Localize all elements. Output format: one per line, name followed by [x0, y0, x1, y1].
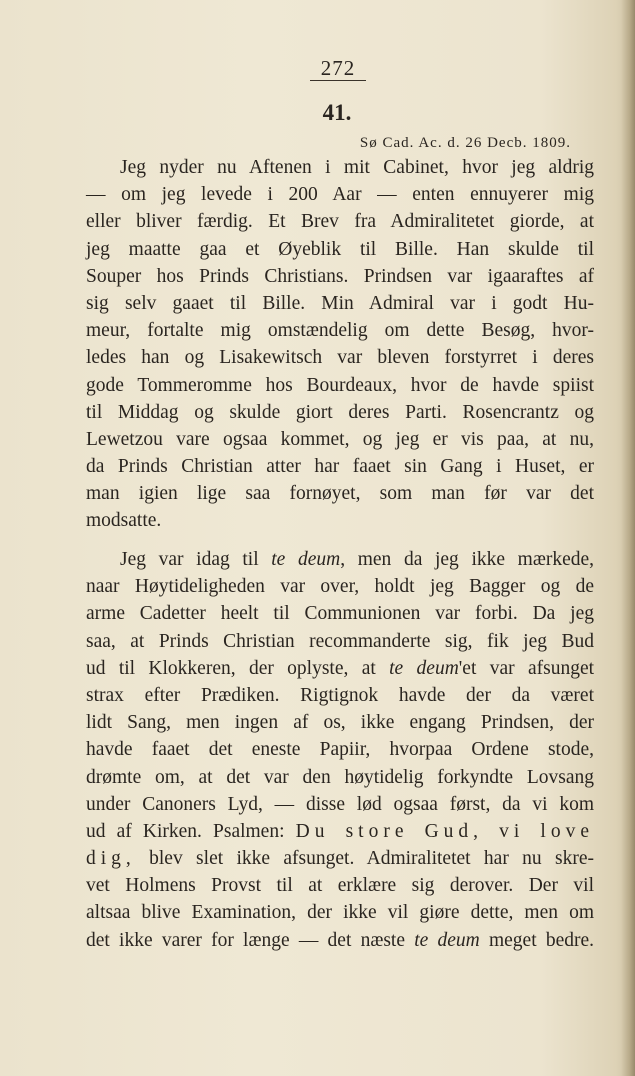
- text-run: blev slet ikke afsunget. Admiralitetet har nu skre-: [135, 848, 594, 870]
- text-line: Souper hos Prinds Christians. Prindsen var igaaraftes af: [86, 265, 594, 287]
- text-line: naar Høytideligheden var over, holdt jeg Bagger og de: [86, 576, 594, 598]
- text-run: det ikke varer for længe — det næste: [86, 929, 415, 951]
- text-line: meur, fortalte mig omstændelig om dette Besøg, hvor-: [86, 320, 594, 342]
- text-line: — om jeg levede i 200 Aar — enten ennuyerer mig: [86, 184, 594, 206]
- text-run: 'et var afsunget: [458, 657, 595, 679]
- italic-term: te deum: [271, 549, 341, 570]
- paragraph-1: [86, 154, 594, 535]
- text-run: ud til Klokkeren, der oplyste, at: [86, 657, 390, 679]
- text-line: da Prinds Christian atter har faaet sin Gang i Huset, er: [86, 456, 594, 478]
- text-line: eller bliver færdig. Et Brev fra Admiralitetet giorde, at: [86, 211, 594, 233]
- text-line: [86, 655, 594, 682]
- text-line: [86, 927, 594, 954]
- paragraph-2: [86, 546, 594, 954]
- text-line: gode Tommeromme hos Bourdeaux, hvor de havde spiist: [86, 374, 594, 396]
- italic-term: te deum: [389, 657, 459, 679]
- text-line: lidt Sang, men ingen af os, ikke engang Prindsen, der: [86, 712, 594, 734]
- text-line: jeg maatte gaa et Øyeblik til Bille. Han skulde til: [86, 238, 594, 260]
- text-line: arme Cadetter heelt til Communionen var forbi. Da jeg: [86, 603, 594, 625]
- letter-source-date: Sø Cad. Ac. d. 26 Decb. 1809.: [359, 135, 571, 151]
- text-line: havde faaet det eneste Papiir, hvorpaa Ordene stode,: [86, 739, 594, 761]
- text-run: Jeg var idag til: [120, 549, 272, 570]
- text-line: strax efter Prædiken. Rigtignok havde der da været: [86, 684, 594, 706]
- text-line: Jeg nyder nu Aftenen i mit Cabinet, hvor jeg aldrig: [120, 157, 594, 178]
- italic-term: te deum: [414, 929, 480, 951]
- page-edge-shadow: [621, 0, 635, 1076]
- text-line: modsatte.: [86, 510, 162, 532]
- text-line: Lewetzou vare ogsaa kommet, og jeg er vis paa, at nu,: [86, 428, 594, 450]
- section-number: 41.: [322, 100, 352, 125]
- text-line: vet Holmens Provst til at erklære sig derover. Der vil: [86, 875, 594, 897]
- text-run: , men da jeg ikke mærkede,: [340, 549, 594, 570]
- text-line: under Canoners Lyd, — disse lød ogsaa først, da vi kom: [86, 793, 594, 815]
- text-line: altsaa blive Examination, der ikke vil giøre dette, men om: [86, 902, 594, 924]
- text-line: til Middag og skulde giort deres Parti. Rosencrantz og: [86, 401, 594, 423]
- text-line: ledes han og Lisakewitsch var bleven forstyrret i deres: [86, 347, 594, 369]
- text-line: saa, at Prinds Christian recommanderte sig, fik jeg Bud: [86, 630, 594, 652]
- text-line: man igien lige saa fornøyet, som man før var det: [86, 483, 594, 505]
- text-line: drømte om, at det var den høytidelig forkyndte Lovsang: [86, 766, 594, 788]
- spaced-hymn-title: dig,: [86, 848, 136, 870]
- text-line: [86, 546, 594, 573]
- text-line: sig selv gaaet til Bille. Min Admiral var i godt Hu-: [86, 292, 594, 314]
- spaced-hymn-title: Du store Gud, vi love: [295, 820, 595, 842]
- text-line: [86, 818, 594, 845]
- text-run: ud af Kirken. Psalmen:: [86, 820, 296, 842]
- text-line: [86, 845, 594, 872]
- page-number: 272: [310, 56, 366, 81]
- text-run: meget bedre.: [479, 929, 595, 951]
